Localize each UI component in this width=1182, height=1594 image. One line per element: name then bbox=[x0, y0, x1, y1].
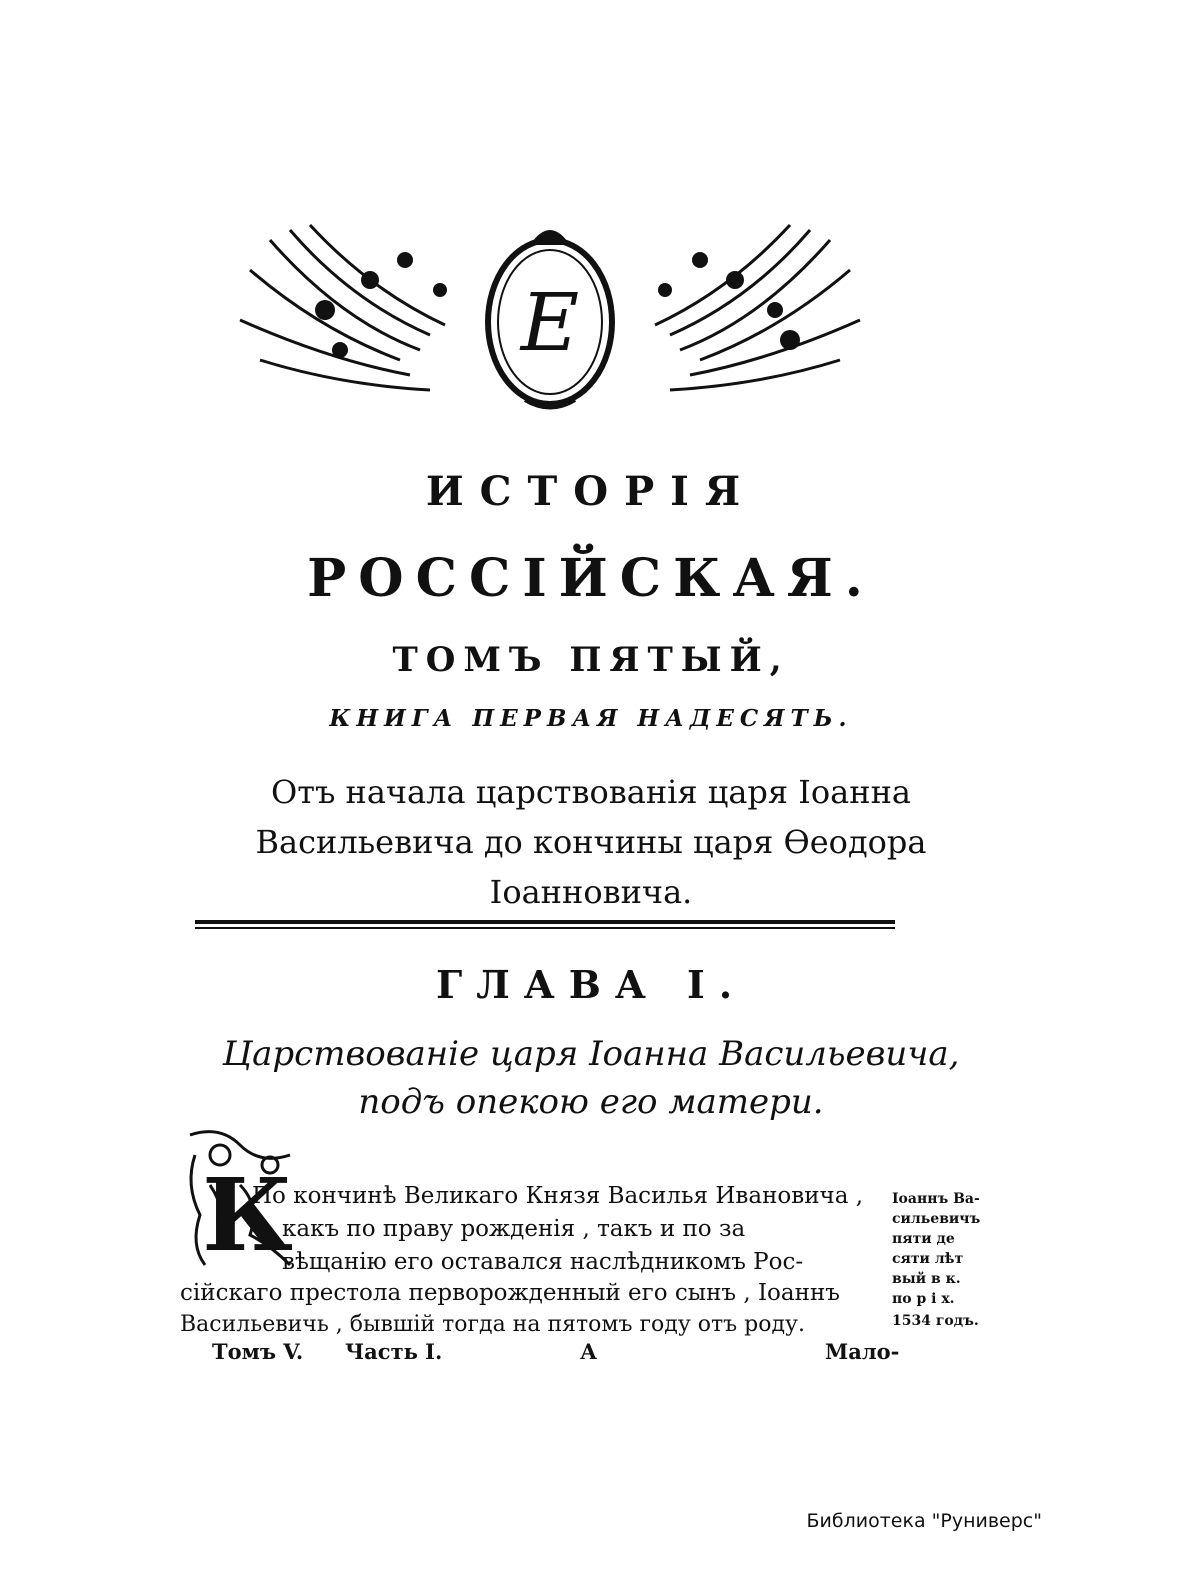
margin-note-4: сяти лѣт bbox=[892, 1251, 964, 1267]
title-line-2: РОССІЙСКАЯ. bbox=[307, 548, 875, 609]
subtitle-line-2: Васильевича до кончины царя Ѳеодора bbox=[255, 823, 927, 861]
margin-note-7: 1534 годъ. bbox=[892, 1313, 979, 1329]
title-line-1: ИСТОРІЯ bbox=[425, 468, 757, 515]
chapter-title-line-1: Царствованіе царя Іоанна Васильевича, bbox=[222, 1034, 960, 1074]
footer-volume: Томъ V. bbox=[212, 1339, 304, 1364]
svg-text:Е: Е bbox=[520, 276, 580, 369]
subtitle-line-3: Іоанновича. bbox=[489, 873, 693, 911]
margin-note-2: сильевичъ bbox=[892, 1211, 981, 1227]
margin-note-6: по р і х. bbox=[892, 1291, 955, 1307]
double-rule-bottom bbox=[195, 927, 895, 929]
library-credit: Библиотека "Руниверс" bbox=[806, 1510, 1042, 1532]
body-line-4: сійскаго престола перворожденный его сынъ , Іоаннъ bbox=[180, 1280, 840, 1306]
body-line-1: По кончинѣ Великаго Князя Василья Ивановича , bbox=[252, 1183, 864, 1209]
subtitle-line-1: Отъ начала царствованія царя Іоанна bbox=[271, 773, 911, 811]
svg-text:К: К bbox=[202, 1156, 293, 1273]
body-line-3: вѣщанію его оставался наслѣдникомъ Рос- bbox=[282, 1249, 804, 1275]
chapter-heading: ГЛАВА І. bbox=[435, 962, 747, 1007]
chapter-title-line-2: подъ опекою его матери. bbox=[358, 1082, 824, 1122]
footer-part: Часть I. bbox=[345, 1339, 443, 1364]
book-heading: КНИГА ПЕРВАЯ НАДЕСЯТЬ. bbox=[329, 705, 853, 732]
volume-heading: ТОМЪ ПЯТЫЙ, bbox=[392, 640, 790, 680]
footer-signature: А bbox=[580, 1339, 598, 1364]
margin-note-3: пяти де bbox=[892, 1231, 955, 1247]
monogram-ornament bbox=[230, 210, 870, 415]
body-line-5: Васильевичь , бывшій тогда на пятомъ году отъ роду. bbox=[180, 1312, 805, 1337]
margin-note-5: вый в к. bbox=[892, 1271, 961, 1287]
double-rule-top bbox=[195, 920, 895, 924]
margin-note-1: Іоаннъ Ва- bbox=[892, 1191, 980, 1207]
footer-catchword: Мало- bbox=[825, 1339, 900, 1364]
body-line-2: какъ по праву рожденія , такъ и по за bbox=[282, 1216, 746, 1242]
